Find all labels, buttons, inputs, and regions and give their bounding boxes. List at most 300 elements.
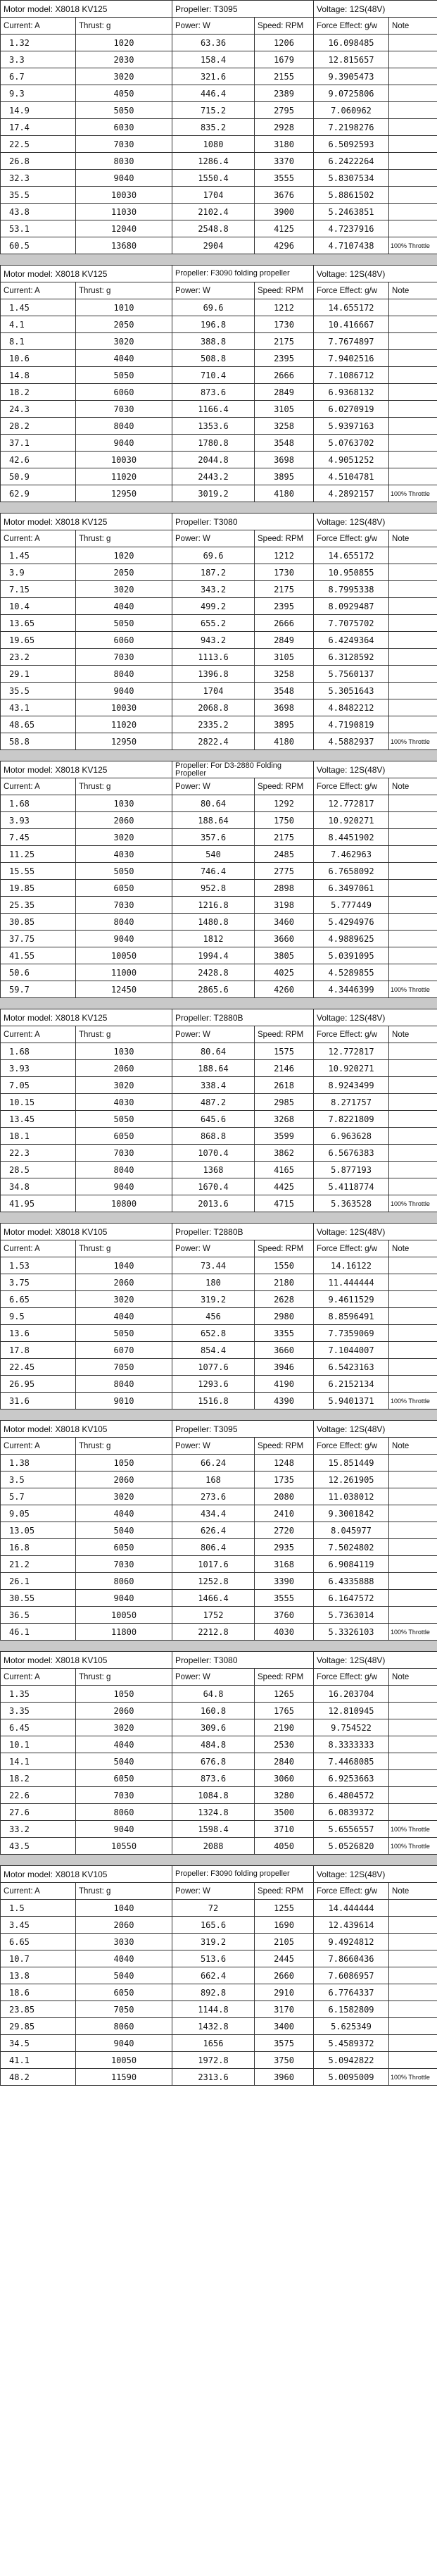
cell-power: 676.8 — [172, 1753, 255, 1770]
cell-current: 27.6 — [1, 1804, 76, 1821]
cell-current: 22.3 — [1, 1145, 76, 1162]
cell-force: 5.0942822 — [314, 2052, 389, 2069]
cell-power: 655.2 — [172, 615, 255, 632]
cell-power: 873.6 — [172, 1770, 255, 1787]
cell-force: 7.7075702 — [314, 615, 389, 632]
table-row — [1, 170, 437, 187]
voltage-label: Voltage: 12S(48V) — [314, 514, 437, 530]
cell-note — [389, 1607, 437, 1624]
cell-thrust: 1050 — [76, 1686, 172, 1703]
cell-current: 22.45 — [1, 1359, 76, 1376]
table-row — [1, 1838, 437, 1855]
cell-thrust: 5050 — [76, 1325, 172, 1342]
cell-force: 12.439614 — [314, 1917, 389, 1934]
cell-speed: 2395 — [255, 598, 314, 615]
cell-force: 14.655172 — [314, 547, 389, 564]
cell-thrust: 10050 — [76, 947, 172, 964]
cell-speed: 1730 — [255, 316, 314, 333]
column-header-note: Note — [389, 18, 437, 35]
cell-thrust: 9040 — [76, 1590, 172, 1607]
cell-current: 17.8 — [1, 1342, 76, 1359]
table-row — [1, 632, 437, 649]
cell-thrust: 8060 — [76, 2018, 172, 2035]
cell-force: 6.9084119 — [314, 1556, 389, 1573]
cell-speed: 4296 — [255, 237, 314, 254]
cell-speed: 3660 — [255, 1342, 314, 1359]
cell-power: 1252.8 — [172, 1573, 255, 1590]
column-header-speed: Speed: RPM — [255, 18, 314, 35]
cell-current: 11.25 — [1, 846, 76, 863]
cell-note — [389, 1359, 437, 1376]
cell-speed: 4390 — [255, 1393, 314, 1410]
cell-power: 80.64 — [172, 1043, 255, 1060]
cell-power: 1704 — [172, 187, 255, 204]
column-header-power: Power: W — [172, 778, 255, 795]
column-header-force: Force Effect: g/w — [314, 1883, 389, 1900]
cell-power: 73.44 — [172, 1257, 255, 1274]
propeller-label: Propeller: T3095 — [172, 1421, 314, 1438]
column-header-power: Power: W — [172, 1669, 255, 1686]
cell-power: 388.8 — [172, 333, 255, 350]
cell-current: 3.93 — [1, 1060, 76, 1077]
cell-current: 43.8 — [1, 204, 76, 220]
cell-force: 5.8861502 — [314, 187, 389, 204]
cell-thrust: 4040 — [76, 1736, 172, 1753]
cell-speed: 1750 — [255, 812, 314, 829]
cell-thrust: 10050 — [76, 1607, 172, 1624]
column-header-thrust: Thrust: g — [76, 1883, 172, 1900]
cell-power: 854.4 — [172, 1342, 255, 1359]
cell-note: 100% Throttle — [389, 1821, 437, 1838]
cell-thrust: 11030 — [76, 204, 172, 220]
cell-speed: 2105 — [255, 1934, 314, 1950]
table-row — [1, 829, 437, 846]
motor-model-label: Motor model: X8018 KV125 — [1, 514, 172, 530]
cell-force: 5.7363014 — [314, 1607, 389, 1624]
cell-thrust: 3020 — [76, 581, 172, 598]
column-header-speed: Speed: RPM — [255, 778, 314, 795]
column-header-power: Power: W — [172, 1883, 255, 1900]
cell-force: 6.9368132 — [314, 384, 389, 401]
cell-note — [389, 401, 437, 418]
cell-note — [389, 170, 437, 187]
cell-power: 2068.8 — [172, 699, 255, 716]
cell-speed: 3168 — [255, 1556, 314, 1573]
cell-current: 6.65 — [1, 1934, 76, 1950]
cell-thrust: 9010 — [76, 1393, 172, 1410]
cell-thrust: 6030 — [76, 119, 172, 136]
cell-force: 5.3326103 — [314, 1624, 389, 1641]
cell-speed: 3105 — [255, 649, 314, 666]
cell-current: 6.65 — [1, 1291, 76, 1308]
cell-speed: 1575 — [255, 1043, 314, 1060]
cell-thrust: 2060 — [76, 1703, 172, 1719]
cell-thrust: 12040 — [76, 220, 172, 237]
cell-power: 2443.2 — [172, 468, 255, 485]
cell-speed: 3548 — [255, 435, 314, 452]
cell-thrust: 3020 — [76, 1291, 172, 1308]
cell-note — [389, 1274, 437, 1291]
cell-note — [389, 1967, 437, 1984]
cell-speed: 2666 — [255, 367, 314, 384]
cell-thrust: 5050 — [76, 102, 172, 119]
table-row — [1, 350, 437, 367]
cell-speed: 2410 — [255, 1505, 314, 1522]
table-row — [1, 733, 437, 750]
cell-thrust: 4040 — [76, 598, 172, 615]
cell-force: 6.5423163 — [314, 1359, 389, 1376]
cell-current: 50.9 — [1, 468, 76, 485]
cell-speed: 2080 — [255, 1488, 314, 1505]
cell-power: 806.4 — [172, 1539, 255, 1556]
cell-note — [389, 2018, 437, 2035]
cell-speed: 2849 — [255, 384, 314, 401]
cell-speed: 3280 — [255, 1787, 314, 1804]
test-table — [0, 513, 437, 750]
cell-power: 338.4 — [172, 1077, 255, 1094]
cell-force: 5.625349 — [314, 2018, 389, 2035]
column-header-speed: Speed: RPM — [255, 1669, 314, 1686]
section-divider — [0, 750, 437, 761]
cell-force: 7.8660436 — [314, 1950, 389, 1967]
cell-power: 943.2 — [172, 632, 255, 649]
column-header-current: Current: A — [1, 1438, 76, 1455]
cell-power: 188.64 — [172, 1060, 255, 1077]
table-row — [1, 1984, 437, 2001]
cell-force: 6.4804572 — [314, 1787, 389, 1804]
cell-speed: 2180 — [255, 1274, 314, 1291]
cell-force: 12.810945 — [314, 1703, 389, 1719]
table-row — [1, 1607, 437, 1624]
test-block — [0, 1223, 437, 1410]
column-header-note: Note — [389, 778, 437, 795]
cell-speed: 2985 — [255, 1094, 314, 1111]
cell-speed: 4125 — [255, 220, 314, 237]
cell-current: 26.1 — [1, 1573, 76, 1590]
cell-note — [389, 435, 437, 452]
cell-thrust: 5040 — [76, 1967, 172, 1984]
cell-thrust: 2060 — [76, 1917, 172, 1934]
table-row — [1, 1967, 437, 1984]
test-table — [0, 1420, 437, 1641]
test-table — [0, 1009, 437, 1212]
cell-note — [389, 1505, 437, 1522]
cell-force: 5.0095009 — [314, 2069, 389, 2086]
table-row — [1, 204, 437, 220]
cell-note — [389, 2001, 437, 2018]
cell-force: 4.3446399 — [314, 981, 389, 998]
cell-speed: 3555 — [255, 170, 314, 187]
cell-thrust: 4040 — [76, 1505, 172, 1522]
cell-force: 6.7764337 — [314, 1984, 389, 2001]
column-header-force: Force Effect: g/w — [314, 778, 389, 795]
cell-force: 8.045977 — [314, 1522, 389, 1539]
cell-current: 30.55 — [1, 1590, 76, 1607]
cell-note — [389, 1703, 437, 1719]
cell-power: 69.6 — [172, 547, 255, 564]
cell-note — [389, 220, 437, 237]
cell-current: 1.32 — [1, 35, 76, 51]
cell-power: 652.8 — [172, 1325, 255, 1342]
cell-thrust: 10030 — [76, 452, 172, 468]
cell-speed: 2660 — [255, 1967, 314, 1984]
cell-power: 309.6 — [172, 1719, 255, 1736]
cell-power: 357.6 — [172, 829, 255, 846]
table-row — [1, 1703, 437, 1719]
cell-current: 9.3 — [1, 85, 76, 102]
cell-thrust: 9040 — [76, 683, 172, 699]
cell-note — [389, 1043, 437, 1060]
cell-force: 5.4118774 — [314, 1178, 389, 1195]
cell-power: 1550.4 — [172, 170, 255, 187]
table-row — [1, 2052, 437, 2069]
cell-force: 6.7658092 — [314, 863, 389, 880]
cell-power: 952.8 — [172, 880, 255, 897]
cell-force: 7.462963 — [314, 846, 389, 863]
cell-speed: 2795 — [255, 102, 314, 119]
table-row — [1, 1488, 437, 1505]
cell-thrust: 4040 — [76, 1950, 172, 1967]
cell-power: 484.8 — [172, 1736, 255, 1753]
cell-note — [389, 85, 437, 102]
cell-thrust: 10030 — [76, 187, 172, 204]
cell-thrust: 11590 — [76, 2069, 172, 2086]
cell-power: 1084.8 — [172, 1787, 255, 1804]
cell-power: 540 — [172, 846, 255, 863]
cell-note — [389, 1094, 437, 1111]
cell-thrust: 13680 — [76, 237, 172, 254]
cell-speed: 3555 — [255, 1590, 314, 1607]
cell-force: 5.6556557 — [314, 1821, 389, 1838]
table-row — [1, 136, 437, 153]
cell-power: 1216.8 — [172, 897, 255, 914]
cell-power: 499.2 — [172, 598, 255, 615]
cell-note — [389, 649, 437, 666]
cell-force: 5.2463851 — [314, 204, 389, 220]
cell-thrust: 12450 — [76, 981, 172, 998]
cell-thrust: 7030 — [76, 401, 172, 418]
table-row — [1, 299, 437, 316]
table-row — [1, 1308, 437, 1325]
cell-power: 63.36 — [172, 35, 255, 51]
cell-note — [389, 716, 437, 733]
cell-speed: 3862 — [255, 1145, 314, 1162]
table-row — [1, 683, 437, 699]
column-header-speed: Speed: RPM — [255, 1438, 314, 1455]
cell-note: 100% Throttle — [389, 485, 437, 502]
test-table — [0, 1651, 437, 1855]
cell-thrust: 1040 — [76, 1900, 172, 1917]
cell-power: 2865.6 — [172, 981, 255, 998]
cell-power: 180 — [172, 1274, 255, 1291]
column-header-current: Current: A — [1, 1240, 76, 1257]
cell-force: 8.7995338 — [314, 581, 389, 598]
cell-note — [389, 1162, 437, 1178]
test-block — [0, 1009, 437, 1212]
propeller-label: Propeller: T3080 — [172, 1652, 314, 1669]
cell-thrust: 3030 — [76, 1934, 172, 1950]
cell-force: 6.963628 — [314, 1128, 389, 1145]
cell-speed: 2175 — [255, 829, 314, 846]
cell-thrust: 4030 — [76, 1094, 172, 1111]
section-divider — [0, 1855, 437, 1865]
cell-note — [389, 1257, 437, 1274]
cell-speed: 1248 — [255, 1455, 314, 1471]
cell-current: 5.7 — [1, 1488, 76, 1505]
cell-speed: 3355 — [255, 1325, 314, 1342]
table-row — [1, 716, 437, 733]
cell-note — [389, 683, 437, 699]
cell-thrust: 4040 — [76, 1308, 172, 1325]
table-row — [1, 2001, 437, 2018]
column-header-current: Current: A — [1, 530, 76, 547]
table-row — [1, 153, 437, 170]
table-row — [1, 981, 437, 998]
table-row — [1, 649, 437, 666]
cell-thrust: 10800 — [76, 1195, 172, 1212]
motor-model-label: Motor model: X8018 KV105 — [1, 1652, 172, 1669]
table-row — [1, 1145, 437, 1162]
table-row — [1, 897, 437, 914]
cell-power: 1432.8 — [172, 2018, 255, 2035]
cell-force: 14.655172 — [314, 299, 389, 316]
cell-thrust: 6060 — [76, 384, 172, 401]
cell-note — [389, 1719, 437, 1736]
table-row — [1, 1686, 437, 1703]
propeller-label: Propeller: T3080 — [172, 514, 314, 530]
table-row — [1, 547, 437, 564]
cell-current: 35.5 — [1, 683, 76, 699]
cell-note — [389, 1984, 437, 2001]
cell-force: 9.754522 — [314, 1719, 389, 1736]
cell-thrust: 12950 — [76, 485, 172, 502]
cell-thrust: 7030 — [76, 649, 172, 666]
table-row — [1, 1060, 437, 1077]
column-header-speed: Speed: RPM — [255, 282, 314, 299]
cell-current: 1.38 — [1, 1455, 76, 1471]
table-row — [1, 237, 437, 254]
cell-current: 22.5 — [1, 136, 76, 153]
cell-current: 41.55 — [1, 947, 76, 964]
table-row — [1, 468, 437, 485]
table-row — [1, 220, 437, 237]
table-row — [1, 1111, 437, 1128]
cell-note — [389, 1145, 437, 1162]
cell-speed: 3258 — [255, 418, 314, 435]
cell-power: 2548.8 — [172, 220, 255, 237]
cell-current: 10.15 — [1, 1094, 76, 1111]
cell-speed: 2935 — [255, 1539, 314, 1556]
cell-note — [389, 699, 437, 716]
table-row — [1, 1195, 437, 1212]
column-header-thrust: Thrust: g — [76, 1438, 172, 1455]
table-row — [1, 1393, 437, 1410]
cell-force: 7.6086957 — [314, 1967, 389, 1984]
table-row — [1, 1274, 437, 1291]
table-row — [1, 947, 437, 964]
motor-model-label: Motor model: X8018 KV125 — [1, 761, 172, 778]
propeller-label: Propeller: T3095 — [172, 1, 314, 18]
cell-speed: 3258 — [255, 666, 314, 683]
cell-power: 1466.4 — [172, 1590, 255, 1607]
column-header-current: Current: A — [1, 1883, 76, 1900]
column-header-thrust: Thrust: g — [76, 18, 172, 35]
cell-speed: 3180 — [255, 136, 314, 153]
cell-current: 22.6 — [1, 1787, 76, 1804]
propeller-label: Propeller: T2880B — [172, 1224, 314, 1240]
column-header-force: Force Effect: g/w — [314, 282, 389, 299]
cell-speed: 1206 — [255, 35, 314, 51]
table-row — [1, 85, 437, 102]
cell-current: 34.8 — [1, 1178, 76, 1195]
cell-note — [389, 204, 437, 220]
motor-model-label: Motor model: X8018 KV125 — [1, 266, 172, 282]
cell-power: 165.6 — [172, 1917, 255, 1934]
table-row — [1, 367, 437, 384]
cell-force: 8.3333333 — [314, 1736, 389, 1753]
table-row — [1, 418, 437, 435]
cell-power: 160.8 — [172, 1703, 255, 1719]
column-header-note: Note — [389, 1883, 437, 1900]
cell-force: 6.1647572 — [314, 1590, 389, 1607]
cell-force: 7.5024802 — [314, 1539, 389, 1556]
cell-power: 1812 — [172, 931, 255, 947]
cell-thrust: 7030 — [76, 897, 172, 914]
cell-force: 6.0839372 — [314, 1804, 389, 1821]
cell-thrust: 10550 — [76, 1838, 172, 1855]
column-header-power: Power: W — [172, 18, 255, 35]
cell-note — [389, 1077, 437, 1094]
cell-thrust: 9040 — [76, 435, 172, 452]
cell-current: 58.8 — [1, 733, 76, 750]
cell-note — [389, 1770, 437, 1787]
cell-power: 1353.6 — [172, 418, 255, 435]
cell-power: 1368 — [172, 1162, 255, 1178]
cell-speed: 3698 — [255, 452, 314, 468]
cell-speed: 1730 — [255, 564, 314, 581]
cell-current: 3.9 — [1, 564, 76, 581]
cell-note — [389, 452, 437, 468]
table-row — [1, 1900, 437, 1917]
table-row — [1, 1342, 437, 1359]
table-row — [1, 1291, 437, 1308]
test-table — [0, 761, 437, 998]
cell-note — [389, 1128, 437, 1145]
cell-force: 7.8221809 — [314, 1111, 389, 1128]
cell-current: 18.2 — [1, 1770, 76, 1787]
table-row — [1, 699, 437, 716]
column-header-note: Note — [389, 282, 437, 299]
cell-note — [389, 863, 437, 880]
cell-note — [389, 1178, 437, 1195]
table-row — [1, 435, 437, 452]
cell-power: 868.8 — [172, 1128, 255, 1145]
cell-note — [389, 1934, 437, 1950]
cell-current: 53.1 — [1, 220, 76, 237]
cell-speed: 3400 — [255, 2018, 314, 2035]
table-row — [1, 1077, 437, 1094]
cell-force: 7.1086712 — [314, 367, 389, 384]
table-row — [1, 1043, 437, 1060]
cell-power: 69.6 — [172, 299, 255, 316]
cell-current: 37.75 — [1, 931, 76, 947]
cell-force: 5.0763702 — [314, 435, 389, 452]
cell-force: 5.0526820 — [314, 1838, 389, 1855]
table-row — [1, 846, 437, 863]
table-row — [1, 119, 437, 136]
cell-current: 18.6 — [1, 1984, 76, 2001]
column-header-force: Force Effect: g/w — [314, 18, 389, 35]
